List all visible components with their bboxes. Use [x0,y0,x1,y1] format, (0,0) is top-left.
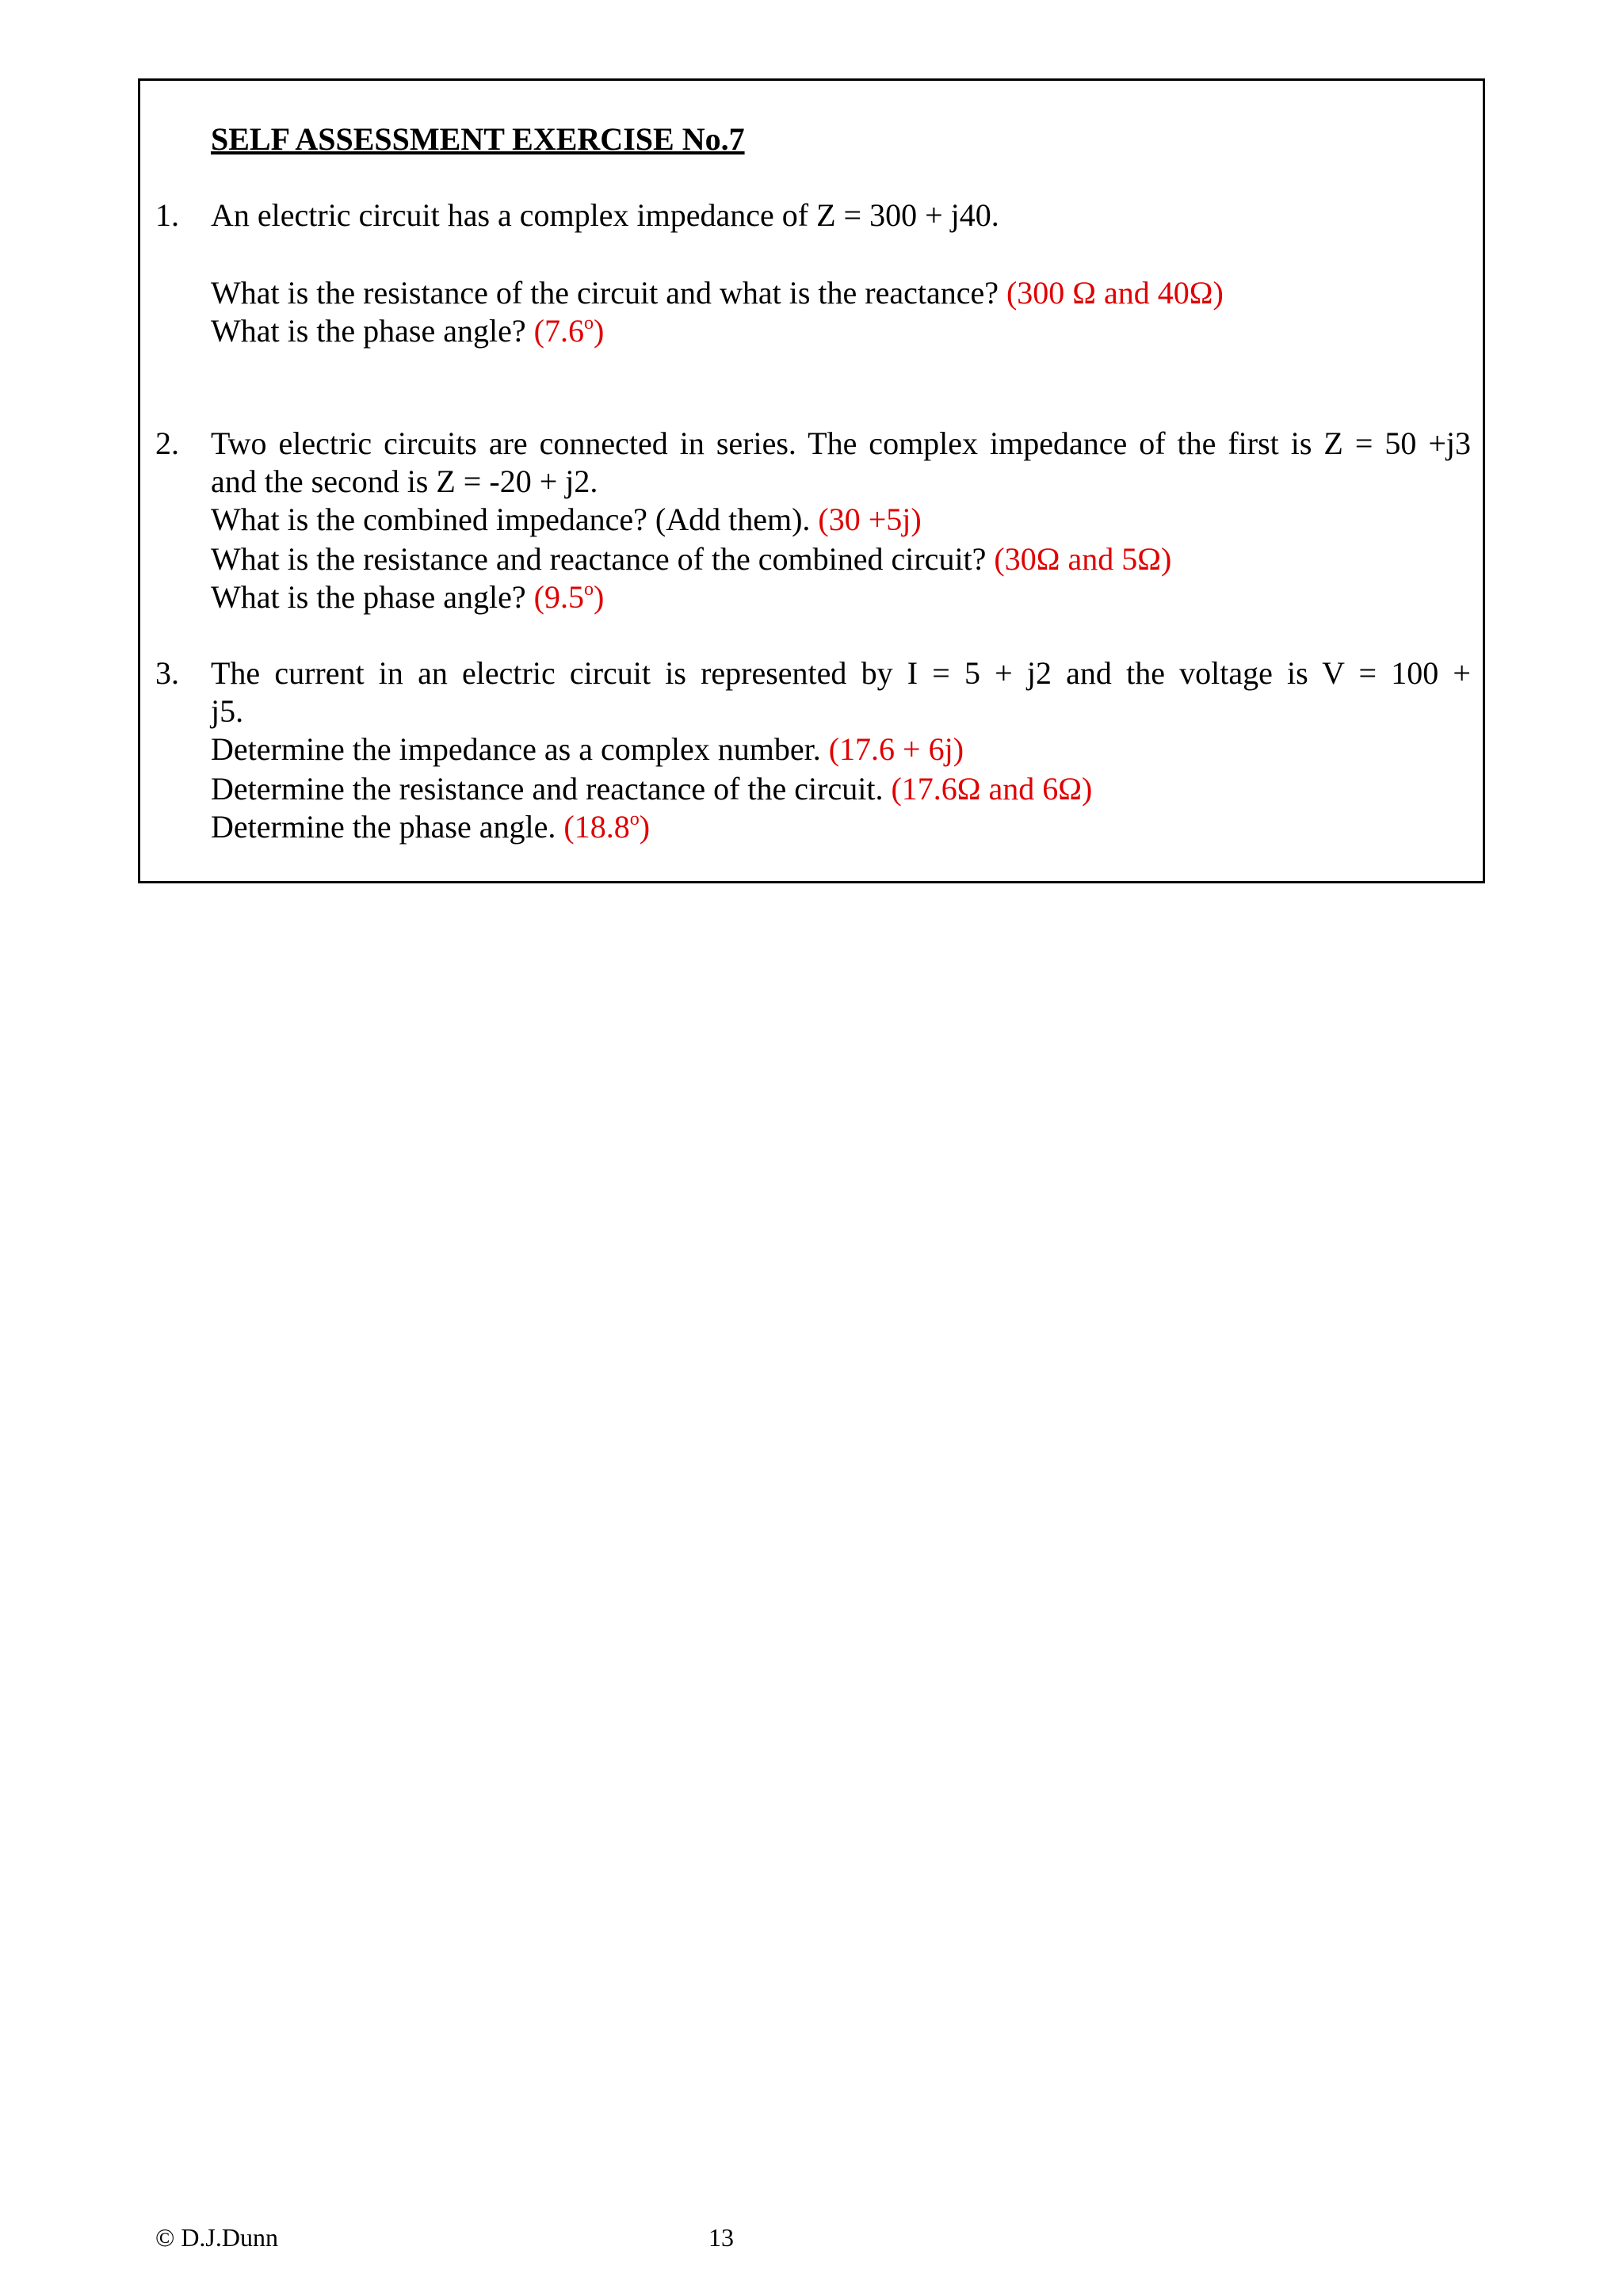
question-3-part-a [211,730,964,769]
question-3-statement: The current in an electric circuit is represented by I = 5 + j2 and the voltage is V = 100 + [211,655,1471,691]
question-1-number: 1. [155,197,179,233]
question-2-part-b-answer: (30Ω and 5Ω) [994,541,1172,577]
question-2-statement: Two electric circuits are connected in series. The complex impedance of the first is Z = 50 +j3 [211,425,1471,461]
question-3-part-b-text: Determine the resistance and reactance of the circuit. [211,771,892,807]
question-2-part-c-answer: (9.5$^o$) [533,578,605,615]
question-2-part-c-text: What is the phase angle? [211,579,534,615]
question-3-part-a-answer: (17.6 + 6j) [828,731,964,767]
question-2-number: 2. [155,425,179,461]
question-3-part-c-text: Determine the phase angle. [211,809,564,845]
question-2-part-b [211,540,1171,578]
footer-copyright: © D.J.Dunn [155,2223,278,2252]
question-1-part-b-answer: (7.6$^o$) [533,312,605,349]
question-1-part-b-text: What is the phase angle? [211,313,534,349]
question-2-part-a-text: What is the combined impedance? (Add them). [211,502,819,537]
question-1-part-b [211,312,604,350]
question-1-part-a-text: What is the resistance of the circuit and what is the reactance? [211,275,1006,311]
question-3-part-a-text: Determine the impedance as a complex number. [211,731,829,767]
question-2-part-a-answer: (30 +5j) [818,502,922,537]
footer-page-number: 13 [708,2223,734,2252]
exercise-title: SELF ASSESSMENT EXERCISE No.7 [211,121,745,157]
question-1-statement: An electric circuit has a complex impedance of Z = 300 + j40. [211,197,999,233]
question-3-number: 3. [155,655,179,691]
question-3-part-c [211,808,650,846]
question-3-part-b-answer: (17.6Ω and 6Ω) [891,771,1093,807]
question-1-part-a-answer: (300 Ω and 40Ω) [1006,275,1224,311]
question-2-part-b-text: What is the resistance and reactance of the combined circuit? [211,541,995,577]
question-3-statement-cont: j5. [211,693,244,729]
question-3-part-c-answer: (18.8$^o$) [563,808,651,845]
question-1-part-a [211,274,1224,312]
question-2-part-c [211,578,604,616]
question-2-statement-cont: and the second is Z = -20 + j2. [211,463,598,499]
question-3-part-b [211,770,1092,808]
question-2-part-a [211,501,922,539]
